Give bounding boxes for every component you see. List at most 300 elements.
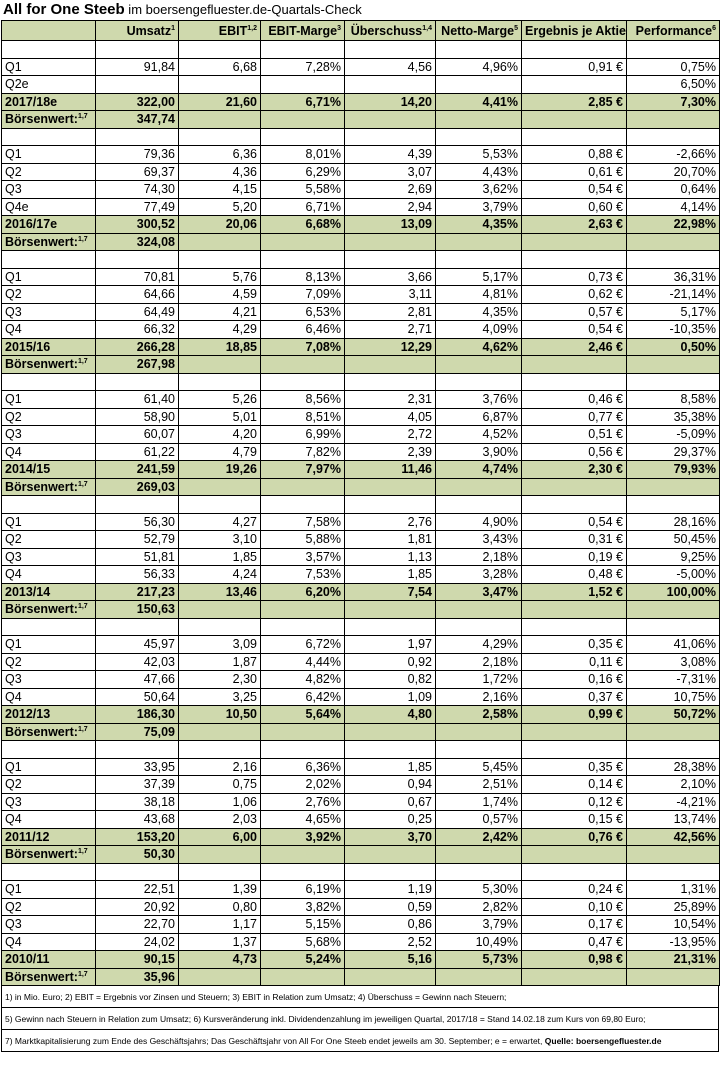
table-cell: 0,99 € bbox=[522, 706, 627, 724]
table-cell: 0,57 € bbox=[522, 303, 627, 321]
table-cell: 3,66 bbox=[345, 268, 436, 286]
table-cell bbox=[261, 111, 345, 129]
table-cell: 0,92 bbox=[345, 653, 436, 671]
table-cell: 2,94 bbox=[345, 198, 436, 216]
row-label: Q2 bbox=[2, 408, 96, 426]
table-cell: 3,25 bbox=[179, 688, 261, 706]
table-cell bbox=[627, 356, 720, 374]
row-label: Q3 bbox=[2, 181, 96, 199]
table-cell: 0,51 € bbox=[522, 426, 627, 444]
row-label: 2015/16 bbox=[2, 338, 96, 356]
row-label bbox=[2, 356, 96, 374]
table-cell: 4,65% bbox=[261, 811, 345, 829]
footnote-ref: 1,7 bbox=[77, 603, 88, 611]
table-cell bbox=[436, 741, 522, 759]
table-row bbox=[2, 408, 720, 426]
table-row bbox=[2, 881, 720, 899]
table-cell: 5,58% bbox=[261, 181, 345, 199]
table-cell: 2,30 € bbox=[522, 461, 627, 479]
column-header-label: Überschuss bbox=[350, 23, 423, 38]
table-cell: 0,17 € bbox=[522, 916, 627, 934]
table-cell: 4,24 bbox=[179, 566, 261, 584]
market-cap-row bbox=[2, 846, 720, 864]
table-cell: 22,98% bbox=[627, 216, 720, 234]
table-cell bbox=[179, 723, 261, 741]
row-label: Q3 bbox=[2, 426, 96, 444]
table-cell bbox=[522, 128, 627, 146]
table-row bbox=[2, 198, 720, 216]
row-label bbox=[2, 41, 96, 59]
table-cell: 13,74% bbox=[627, 811, 720, 829]
table-cell: 3,70 bbox=[345, 828, 436, 846]
table-cell: 5,15% bbox=[261, 916, 345, 934]
table-cell: 1,52 € bbox=[522, 583, 627, 601]
table-cell: 1,87 bbox=[179, 653, 261, 671]
market-cap-row bbox=[2, 723, 720, 741]
row-label: 2013/14 bbox=[2, 583, 96, 601]
table-cell bbox=[345, 478, 436, 496]
table-cell: 4,81% bbox=[436, 286, 522, 304]
table-cell bbox=[345, 251, 436, 269]
table-cell: 0,62 € bbox=[522, 286, 627, 304]
blank-row bbox=[2, 373, 720, 391]
table-cell bbox=[627, 128, 720, 146]
table-cell bbox=[627, 111, 720, 129]
table-cell: 0,73 € bbox=[522, 268, 627, 286]
row-label bbox=[2, 741, 96, 759]
footnote-ref: 3 bbox=[337, 24, 341, 32]
row-label bbox=[2, 496, 96, 514]
row-label: Q3 bbox=[2, 793, 96, 811]
table-cell: 3,92% bbox=[261, 828, 345, 846]
table-cell: 0,10 € bbox=[522, 898, 627, 916]
table-cell: 5,53% bbox=[436, 146, 522, 164]
row-label bbox=[2, 968, 96, 986]
footnote-ref: 1,7 bbox=[77, 480, 88, 488]
table-cell: -2,66% bbox=[627, 146, 720, 164]
table-cell bbox=[522, 478, 627, 496]
table-cell: 22,51 bbox=[96, 881, 179, 899]
table-cell bbox=[261, 356, 345, 374]
table-cell: 2,51% bbox=[436, 776, 522, 794]
footnote-ref: 1,2 bbox=[247, 24, 257, 32]
table-cell: 6,20% bbox=[261, 583, 345, 601]
table-cell: 6,68% bbox=[261, 216, 345, 234]
table-cell bbox=[261, 863, 345, 881]
row-label: Q1 bbox=[2, 513, 96, 531]
table-cell bbox=[179, 111, 261, 129]
footnote-ref: 1,7 bbox=[77, 970, 88, 978]
table-cell: 24,02 bbox=[96, 933, 179, 951]
table-cell: 5,17% bbox=[627, 303, 720, 321]
table-cell: 2,02% bbox=[261, 776, 345, 794]
table-cell: 1,06 bbox=[179, 793, 261, 811]
market-cap-label: Börsenwert: bbox=[5, 602, 78, 617]
table-cell bbox=[345, 863, 436, 881]
table-cell bbox=[436, 251, 522, 269]
table-cell: 64,66 bbox=[96, 286, 179, 304]
table-cell: 2,10% bbox=[627, 776, 720, 794]
table-cell: 3,47% bbox=[436, 583, 522, 601]
table-cell bbox=[179, 741, 261, 759]
table-cell: 6,71% bbox=[261, 198, 345, 216]
table-cell: 6,19% bbox=[261, 881, 345, 899]
table-cell bbox=[261, 618, 345, 636]
blank-row bbox=[2, 618, 720, 636]
table-cell: 22,70 bbox=[96, 916, 179, 934]
table-cell: 6,68 bbox=[179, 58, 261, 76]
table-cell: 0,59 bbox=[345, 898, 436, 916]
table-cell: 2,39 bbox=[345, 443, 436, 461]
table-cell: 4,27 bbox=[179, 513, 261, 531]
table-cell: 8,58% bbox=[627, 391, 720, 409]
table-cell: 58,90 bbox=[96, 408, 179, 426]
column-header bbox=[96, 21, 179, 41]
table-cell bbox=[627, 741, 720, 759]
table-cell: -5,09% bbox=[627, 426, 720, 444]
column-header bbox=[179, 21, 261, 41]
table-cell: 6,42% bbox=[261, 688, 345, 706]
table-cell: 0,56 € bbox=[522, 443, 627, 461]
table-cell: 0,57% bbox=[436, 811, 522, 829]
table-cell: 2,18% bbox=[436, 653, 522, 671]
table-cell: 1,39 bbox=[179, 881, 261, 899]
row-label: Q3 bbox=[2, 303, 96, 321]
row-label bbox=[2, 478, 96, 496]
table-cell: 5,30% bbox=[436, 881, 522, 899]
column-header bbox=[345, 21, 436, 41]
table-cell: 0,47 € bbox=[522, 933, 627, 951]
table-cell bbox=[627, 863, 720, 881]
table-cell: 4,21 bbox=[179, 303, 261, 321]
table-cell: 14,20 bbox=[345, 93, 436, 111]
table-cell: 6,36 bbox=[179, 146, 261, 164]
table-cell: 2,76% bbox=[261, 793, 345, 811]
table-cell: 4,73 bbox=[179, 951, 261, 969]
market-cap-row bbox=[2, 478, 720, 496]
row-label: Q4 bbox=[2, 688, 96, 706]
table-cell: 21,31% bbox=[627, 951, 720, 969]
table-cell: 10,50 bbox=[179, 706, 261, 724]
table-cell: 5,24% bbox=[261, 951, 345, 969]
market-cap-row bbox=[2, 111, 720, 129]
table-cell: 18,85 bbox=[179, 338, 261, 356]
table-cell bbox=[261, 251, 345, 269]
table-row bbox=[2, 688, 720, 706]
table-cell: 0,67 bbox=[345, 793, 436, 811]
row-label bbox=[2, 618, 96, 636]
table-cell bbox=[96, 618, 179, 636]
table-cell bbox=[436, 846, 522, 864]
table-cell bbox=[522, 601, 627, 619]
table-cell: 5,64% bbox=[261, 706, 345, 724]
table-cell: 25,89% bbox=[627, 898, 720, 916]
table-cell: 100,00% bbox=[627, 583, 720, 601]
table-cell: 0,46 € bbox=[522, 391, 627, 409]
annual-total-row bbox=[2, 951, 720, 969]
footnote-line: 1) in Mio. Euro; 2) EBIT = Ergebnis vor Zinsen und Steuern; 3) EBIT in Relation zum Umsatz; 4) Überschuss = Gewinn nach Steuern; bbox=[2, 986, 718, 1008]
market-cap-value: 324,08 bbox=[96, 233, 179, 251]
market-cap-value: 50,30 bbox=[96, 846, 179, 864]
table-cell: 7,08% bbox=[261, 338, 345, 356]
table-cell bbox=[345, 846, 436, 864]
table-cell: 4,59 bbox=[179, 286, 261, 304]
table-cell: 0,82 bbox=[345, 671, 436, 689]
table-cell: 7,82% bbox=[261, 443, 345, 461]
table-cell: 0,16 € bbox=[522, 671, 627, 689]
table-row bbox=[2, 933, 720, 951]
row-label: Q4 bbox=[2, 443, 96, 461]
table-cell: 70,81 bbox=[96, 268, 179, 286]
market-cap-label: Börsenwert: bbox=[5, 479, 78, 494]
table-cell bbox=[436, 373, 522, 391]
table-cell: 91,84 bbox=[96, 58, 179, 76]
row-label: Q2 bbox=[2, 653, 96, 671]
table-row bbox=[2, 566, 720, 584]
table-row bbox=[2, 181, 720, 199]
table-cell: 4,44% bbox=[261, 653, 345, 671]
table-cell: 3,07 bbox=[345, 163, 436, 181]
table-cell: 4,79 bbox=[179, 443, 261, 461]
table-cell: 0,35 € bbox=[522, 758, 627, 776]
row-label bbox=[2, 863, 96, 881]
table-cell: 20,92 bbox=[96, 898, 179, 916]
table-cell: 4,05 bbox=[345, 408, 436, 426]
row-label: Q4 bbox=[2, 321, 96, 339]
table-cell: 6,50% bbox=[627, 76, 720, 94]
table-cell: 8,13% bbox=[261, 268, 345, 286]
table-cell bbox=[261, 233, 345, 251]
table-cell bbox=[179, 373, 261, 391]
table-cell: 241,59 bbox=[96, 461, 179, 479]
table-cell: 42,56% bbox=[627, 828, 720, 846]
table-cell: 1,13 bbox=[345, 548, 436, 566]
table-cell bbox=[436, 478, 522, 496]
market-cap-label: Börsenwert: bbox=[5, 847, 78, 862]
row-label: Q1 bbox=[2, 758, 96, 776]
table-cell: -7,31% bbox=[627, 671, 720, 689]
table-row bbox=[2, 653, 720, 671]
table-cell bbox=[261, 41, 345, 59]
footnote-ref: 1,7 bbox=[77, 113, 88, 121]
table-cell: 0,37 € bbox=[522, 688, 627, 706]
table-cell: 28,38% bbox=[627, 758, 720, 776]
table-cell: 79,93% bbox=[627, 461, 720, 479]
table-cell bbox=[436, 863, 522, 881]
table-cell: 79,36 bbox=[96, 146, 179, 164]
table-row bbox=[2, 426, 720, 444]
table-cell: 0,88 € bbox=[522, 146, 627, 164]
table-cell bbox=[261, 128, 345, 146]
table-cell: 0,35 € bbox=[522, 636, 627, 654]
table-row bbox=[2, 391, 720, 409]
table-row bbox=[2, 321, 720, 339]
table-cell bbox=[96, 496, 179, 514]
table-cell bbox=[627, 233, 720, 251]
row-label: Q3 bbox=[2, 548, 96, 566]
table-cell: 74,30 bbox=[96, 181, 179, 199]
row-label: 2010/11 bbox=[2, 951, 96, 969]
table-cell bbox=[179, 41, 261, 59]
blank-row bbox=[2, 863, 720, 881]
table-cell bbox=[179, 863, 261, 881]
table-cell: 4,09% bbox=[436, 321, 522, 339]
table-row bbox=[2, 758, 720, 776]
company-name: All for One Steeb bbox=[3, 1, 125, 18]
table-cell: 0,75 bbox=[179, 776, 261, 794]
footnotes bbox=[1, 986, 719, 1052]
table-cell bbox=[261, 741, 345, 759]
table-cell: 20,06 bbox=[179, 216, 261, 234]
row-label: Q4 bbox=[2, 811, 96, 829]
row-label: Q2 bbox=[2, 898, 96, 916]
table-cell: 47,66 bbox=[96, 671, 179, 689]
table-cell bbox=[436, 41, 522, 59]
table-cell bbox=[627, 251, 720, 269]
table-cell: -13,95% bbox=[627, 933, 720, 951]
table-cell bbox=[522, 41, 627, 59]
table-cell: 4,52% bbox=[436, 426, 522, 444]
table-cell: 0,25 bbox=[345, 811, 436, 829]
table-cell bbox=[96, 863, 179, 881]
table-cell bbox=[627, 618, 720, 636]
table-cell bbox=[261, 373, 345, 391]
footnote-ref: 5 bbox=[514, 24, 518, 32]
table-cell bbox=[522, 863, 627, 881]
table-cell: 51,81 bbox=[96, 548, 179, 566]
blank-row bbox=[2, 496, 720, 514]
footnote-ref: 1 bbox=[171, 24, 175, 32]
table-cell: 2,16% bbox=[436, 688, 522, 706]
table-cell: 4,15 bbox=[179, 181, 261, 199]
table-row bbox=[2, 303, 720, 321]
table-cell: 0,31 € bbox=[522, 531, 627, 549]
table-cell: 4,43% bbox=[436, 163, 522, 181]
table-cell bbox=[627, 601, 720, 619]
table-row bbox=[2, 916, 720, 934]
table-cell: 2,18% bbox=[436, 548, 522, 566]
table-cell: 4,74% bbox=[436, 461, 522, 479]
column-header bbox=[436, 21, 522, 41]
table-cell: 4,29 bbox=[179, 321, 261, 339]
table-cell bbox=[179, 496, 261, 514]
table-cell: 2,58% bbox=[436, 706, 522, 724]
table-cell: 217,23 bbox=[96, 583, 179, 601]
market-cap-label: Börsenwert: bbox=[5, 724, 78, 739]
table-cell: 10,75% bbox=[627, 688, 720, 706]
table-cell: 6,29% bbox=[261, 163, 345, 181]
table-cell bbox=[436, 601, 522, 619]
table-cell bbox=[627, 496, 720, 514]
table-cell: 1,85 bbox=[345, 758, 436, 776]
table-cell: 186,30 bbox=[96, 706, 179, 724]
source-label: Quelle: boersengefluester.de bbox=[544, 1036, 662, 1046]
table-cell bbox=[179, 478, 261, 496]
table-cell: 19,26 bbox=[179, 461, 261, 479]
table-cell: 28,16% bbox=[627, 513, 720, 531]
table-cell: 5,01 bbox=[179, 408, 261, 426]
table-cell: 1,17 bbox=[179, 916, 261, 934]
annual-total-row bbox=[2, 216, 720, 234]
annual-total-row bbox=[2, 461, 720, 479]
row-label: Q4e bbox=[2, 198, 96, 216]
table-cell: 45,97 bbox=[96, 636, 179, 654]
table-cell: 5,26 bbox=[179, 391, 261, 409]
table-cell: 1,31% bbox=[627, 881, 720, 899]
table-cell: 3,43% bbox=[436, 531, 522, 549]
table-cell: 9,25% bbox=[627, 548, 720, 566]
table-cell bbox=[627, 41, 720, 59]
table-row bbox=[2, 513, 720, 531]
row-label bbox=[2, 601, 96, 619]
table-cell: 0,12 € bbox=[522, 793, 627, 811]
table-cell: 4,56 bbox=[345, 58, 436, 76]
table-cell: 1,09 bbox=[345, 688, 436, 706]
table-cell: 90,15 bbox=[96, 951, 179, 969]
table-cell bbox=[522, 618, 627, 636]
table-cell: 4,29% bbox=[436, 636, 522, 654]
table-cell: 1,74% bbox=[436, 793, 522, 811]
row-label: Q2 bbox=[2, 286, 96, 304]
table-cell: 4,96% bbox=[436, 58, 522, 76]
row-label: Q1 bbox=[2, 636, 96, 654]
table-cell: 6,00 bbox=[179, 828, 261, 846]
column-header-label: Netto-Marge bbox=[441, 23, 515, 38]
table-cell: 11,46 bbox=[345, 461, 436, 479]
row-label: 2012/13 bbox=[2, 706, 96, 724]
row-label: Q2 bbox=[2, 776, 96, 794]
table-cell bbox=[522, 968, 627, 986]
table-cell: -4,21% bbox=[627, 793, 720, 811]
table-cell: 7,09% bbox=[261, 286, 345, 304]
annual-total-row bbox=[2, 706, 720, 724]
table-row bbox=[2, 443, 720, 461]
footnote-line: 5) Gewinn nach Steuern in Relation zum Umsatz; 6) Kursveränderung inkl. Dividendenzahlung im jeweiligen Quartal, 2017/18 = Stand 14.02.18 zum Kurs von 69,80 Euro; bbox=[2, 1008, 718, 1030]
market-cap-label: Börsenwert: bbox=[5, 969, 78, 984]
table-cell: 33,95 bbox=[96, 758, 179, 776]
table-cell: 4,80 bbox=[345, 706, 436, 724]
title-subtitle: im boersengefluester.de-Quartals-Check bbox=[124, 2, 362, 17]
table-cell: 0,91 € bbox=[522, 58, 627, 76]
table-cell: 42,03 bbox=[96, 653, 179, 671]
row-label: Q1 bbox=[2, 391, 96, 409]
table-cell: 4,90% bbox=[436, 513, 522, 531]
table-cell: 4,41% bbox=[436, 93, 522, 111]
table-cell: 36,31% bbox=[627, 268, 720, 286]
table-cell: 2,69 bbox=[345, 181, 436, 199]
table-cell: 0,61 € bbox=[522, 163, 627, 181]
table-cell: 4,35% bbox=[436, 303, 522, 321]
table-row bbox=[2, 146, 720, 164]
table-cell bbox=[522, 76, 627, 94]
table-cell bbox=[179, 601, 261, 619]
blank-row bbox=[2, 128, 720, 146]
market-cap-value: 35,96 bbox=[96, 968, 179, 986]
table-cell: -21,14% bbox=[627, 286, 720, 304]
table-cell: 0,54 € bbox=[522, 181, 627, 199]
table-cell: 0,64% bbox=[627, 181, 720, 199]
market-cap-row bbox=[2, 968, 720, 986]
table-cell bbox=[261, 76, 345, 94]
table-cell bbox=[96, 76, 179, 94]
table-row bbox=[2, 163, 720, 181]
table-cell: 6,71% bbox=[261, 93, 345, 111]
table-cell bbox=[96, 373, 179, 391]
table-cell: 4,36 bbox=[179, 163, 261, 181]
annual-total-row bbox=[2, 93, 720, 111]
table-cell: 6,46% bbox=[261, 321, 345, 339]
column-header bbox=[2, 21, 96, 41]
